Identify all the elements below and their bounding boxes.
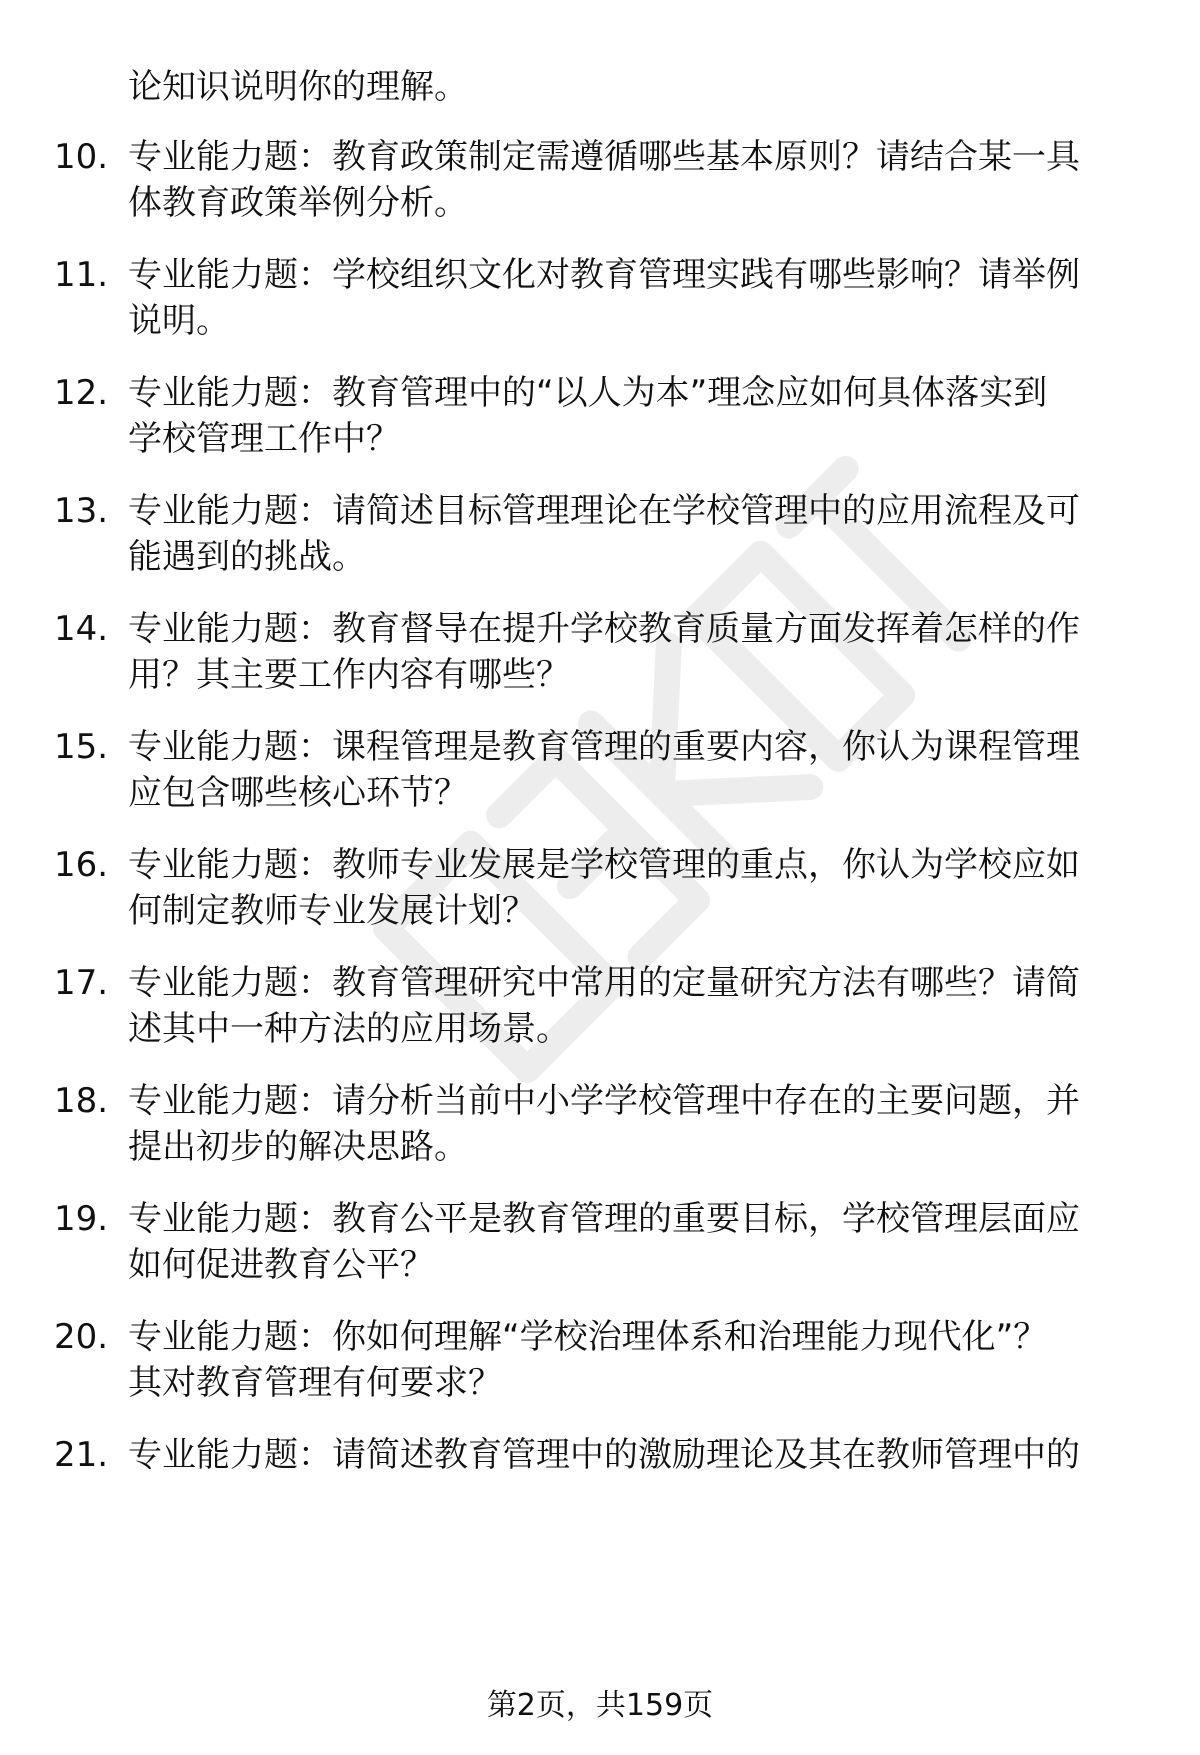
list-item [0, 1078, 1200, 1188]
item-text-line-2: 应包含哪些核心环节？ [128, 773, 468, 813]
list-item [0, 1196, 1200, 1306]
item-text-line-1: 专业能力题：你如何理解“学校治理体系和治理能力现代化”？ [128, 1317, 1048, 1357]
item-text-line-1: 专业能力题：教师专业发展是学校管理的重点，你认为学校应如 [128, 845, 1080, 885]
item-text-line-2: 其对教育管理有何要求？ [128, 1363, 502, 1403]
item-text-line-2: 学校管理工作中？ [128, 419, 400, 459]
item-text-line-2: 述其中一种方法的应用场景。 [128, 1009, 570, 1049]
item-number: 20. [54, 1317, 109, 1357]
item-text-line-2: 何制定教师专业发展计划？ [128, 891, 536, 931]
item-text-line-1: 专业能力题：教育管理中的“以人为本”理念应如何具体落实到 [128, 373, 1048, 413]
item-text-line-1: 专业能力题：学校组织文化对教育管理实践有哪些影响？请举例 [128, 255, 1080, 295]
item-number: 19. [54, 1199, 109, 1239]
item-text-line-2: 体教育政策举例分析。 [128, 183, 468, 223]
list-item [0, 1432, 1200, 1542]
item-number: 15. [54, 727, 109, 767]
item-number: 21. [54, 1435, 109, 1475]
item-text-line-2: 提出初步的解决思路。 [128, 1127, 468, 1167]
item-number: 17. [54, 963, 109, 1003]
list-item [0, 252, 1200, 362]
item-text-line-2: 说明。 [128, 301, 230, 341]
list-item [0, 842, 1200, 952]
item-text-line-1: 专业能力题：教育管理研究中常用的定量研究方法有哪些？请简 [128, 963, 1080, 1003]
item-number: 12. [54, 373, 109, 413]
item-number: 14. [54, 609, 109, 649]
page-footer: 第2页，共159页 [486, 1688, 714, 1723]
item-text-line-1: 专业能力题：教育政策制定需遵循哪些基本原则？请结合某一具 [128, 137, 1080, 177]
item-text-line-1: 专业能力题：请简述目标管理理论在学校管理中的应用流程及可 [128, 491, 1080, 531]
list-item [0, 488, 1200, 598]
item-text-line-2: 能遇到的挑战。 [128, 537, 366, 577]
item-text-line-1: 专业能力题：请分析当前中小学学校管理中存在的主要问题，并 [128, 1081, 1080, 1121]
item-number: 18. [54, 1081, 109, 1121]
list-item [0, 606, 1200, 716]
list-item [0, 1314, 1200, 1424]
list-item [0, 370, 1200, 480]
item-number: 16. [54, 845, 109, 885]
item-number: 13. [54, 491, 109, 531]
list-item [0, 960, 1200, 1070]
list-item [0, 134, 1200, 244]
item-text-line-1: 专业能力题：教育督导在提升学校教育质量方面发挥着怎样的作 [128, 609, 1080, 649]
list-item [0, 724, 1200, 834]
item-text-line-2: 用？其主要工作内容有哪些？ [128, 655, 570, 695]
item-text-line-1: 专业能力题：请简述教育管理中的激励理论及其在教师管理中的 [128, 1435, 1080, 1475]
item-text-line-1: 专业能力题：教育公平是教育管理的重要目标，学校管理层面应 [128, 1199, 1080, 1239]
item-number: 11. [54, 255, 109, 295]
item-number: 10. [54, 137, 109, 177]
item-text-line-1: 专业能力题：课程管理是教育管理的重要内容，你认为课程管理 [128, 727, 1080, 767]
item-text-line-2: 如何促进教育公平？ [128, 1245, 434, 1285]
continuation-line: 论知识说明你的理解。 [128, 67, 468, 107]
